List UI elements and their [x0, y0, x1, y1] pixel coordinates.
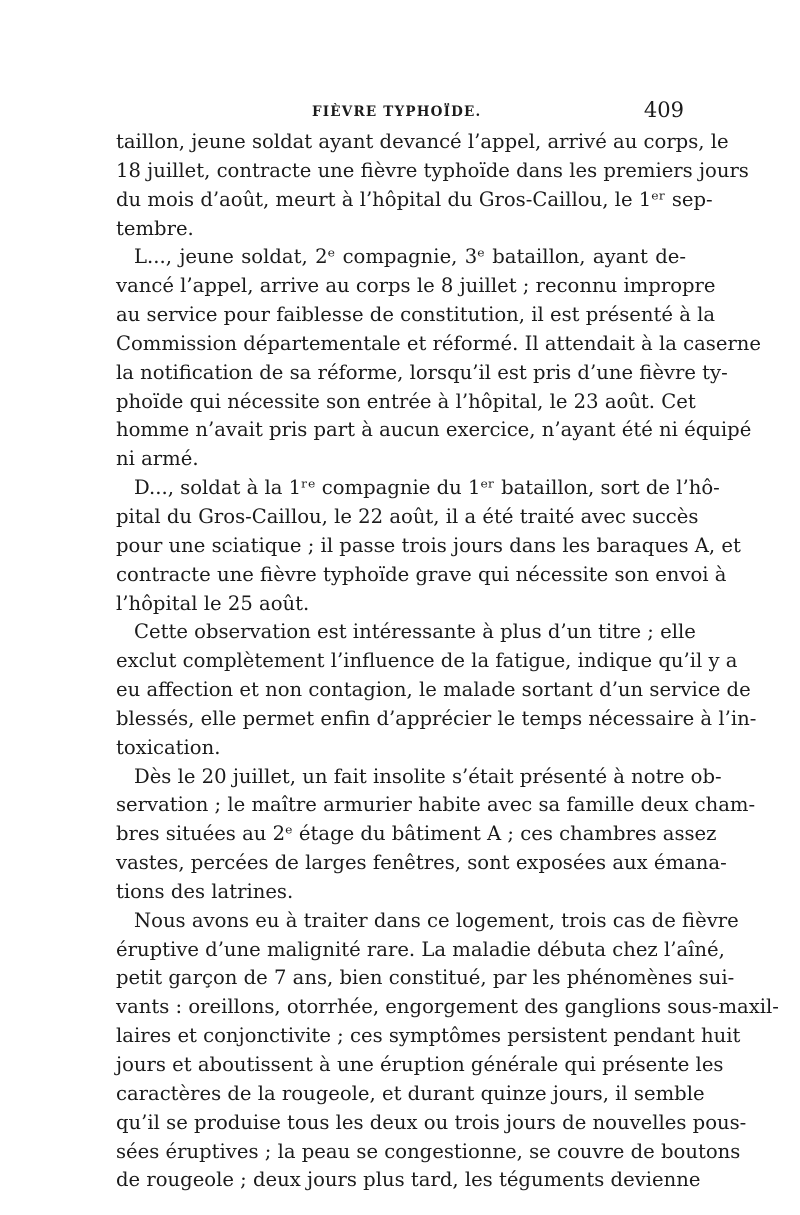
- page-number: 409: [643, 98, 684, 122]
- text-line: éruptive d’une malignité rare. La maladie débuta chez l’aîné,: [116, 937, 725, 961]
- text-line: Cette observation est intéressante à plus d’un titre ; elle: [134, 620, 696, 644]
- text-line: qu’il se produise tous les deux ou trois jours de nouvelles pous-: [116, 1110, 747, 1134]
- text-line: Commission départementale et réformé. Il attendait à la caserne: [116, 331, 762, 355]
- text-line: petit garçon de 7 ans, bien constitué, par les phénomènes sui-: [116, 966, 735, 990]
- text-line: tembre.: [116, 216, 194, 240]
- text-line: toxication.: [116, 735, 221, 759]
- text-line: eu affection et non contagion, le malade sortant d’un service de: [116, 678, 751, 702]
- text-line: pour une sciatique ; il passe trois jours dans les baraques A, et: [116, 533, 741, 557]
- body-text: [116, 128, 779, 1195]
- text-line: phoïde qui nécessite son entrée à l’hôpital, le 23 août. Cet: [116, 389, 696, 413]
- text-line: vastes, percées de larges fenêtres, sont exposées aux émana-: [116, 851, 727, 875]
- text-line: bres situées au 2ᵉ étage du bâtiment A ; ces chambres assez: [116, 822, 717, 846]
- text-line: caractères de la rougeole, et durant quinze jours, il semble: [116, 1081, 705, 1105]
- text-line: ni armé.: [116, 447, 199, 471]
- text-line: exclut complètement l’influence de la fatigue, indique qu’il y a: [116, 649, 738, 673]
- text-line: laires et conjonctivite ; ces symptômes persistent pendant huit: [116, 1024, 741, 1048]
- text-line: contracte une fièvre typhoïde grave qui nécessite son envoi à: [116, 562, 727, 586]
- text-line: tions des latrines.: [116, 879, 294, 903]
- text-line: taillon, jeune soldat ayant devancé l’appel, arrivé au corps, le: [116, 130, 729, 153]
- text-line: Nous avons eu à traiter dans ce logement, trois cas de fièvre: [134, 908, 739, 932]
- text-line: au service pour faiblesse de constitution, il est présenté à la: [116, 303, 716, 327]
- book-page: [116, 92, 779, 1195]
- text-line: Dès le 20 juillet, un fait insolite s’était présenté à notre ob-: [134, 764, 722, 788]
- text-line: l’hôpital le 25 août.: [116, 591, 310, 615]
- text-line: vants : oreillons, otorrhée, engorgement des ganglions sous-maxil-: [116, 995, 779, 1019]
- text-line: sées éruptives ; la peau se congestionne, se couvre de boutons: [116, 1139, 741, 1163]
- running-title: FIÈVRE TYPHOÏDE.: [312, 104, 482, 120]
- text-line: servation ; le maître armurier habite avec sa famille deux cham-: [116, 793, 756, 817]
- text-line: blessés, elle permet enfin d’apprécier le temps nécessaire à l’in-: [116, 706, 757, 730]
- text-line: la notification de sa réforme, lorsqu’il est pris d’une fièvre ty-: [116, 360, 728, 384]
- text-line: de rougeole ; deux jours plus tard, les téguments devienne: [116, 1168, 701, 1192]
- page-header: [116, 92, 686, 128]
- text-line: homme n’avait pris part à aucun exercice, n’ayant été ni équipé: [116, 418, 752, 442]
- text-line: pital du Gros-Caillou, le 22 août, il a été traité avec succès: [116, 504, 699, 528]
- text-line: 18 juillet, contracte une fièvre typhoïde dans les premiers jours: [116, 158, 749, 182]
- text-line: D..., soldat à la 1ʳᵉ compagnie du 1ᵉʳ bataillon, sort de l’hô-: [134, 476, 720, 500]
- text-line: jours et aboutissent à une éruption générale qui présente les: [116, 1053, 724, 1076]
- text-line: vancé l’appel, arrive au corps le 8 juillet ; reconnu impropre: [116, 274, 716, 298]
- text-line: L..., jeune soldat, 2ᵉ compagnie, 3ᵉ bataillon, ayant de-: [134, 245, 686, 269]
- text-line: du mois d’août, meurt à l’hôpital du Gros-Caillou, le 1ᵉʳ sep-: [116, 187, 713, 211]
